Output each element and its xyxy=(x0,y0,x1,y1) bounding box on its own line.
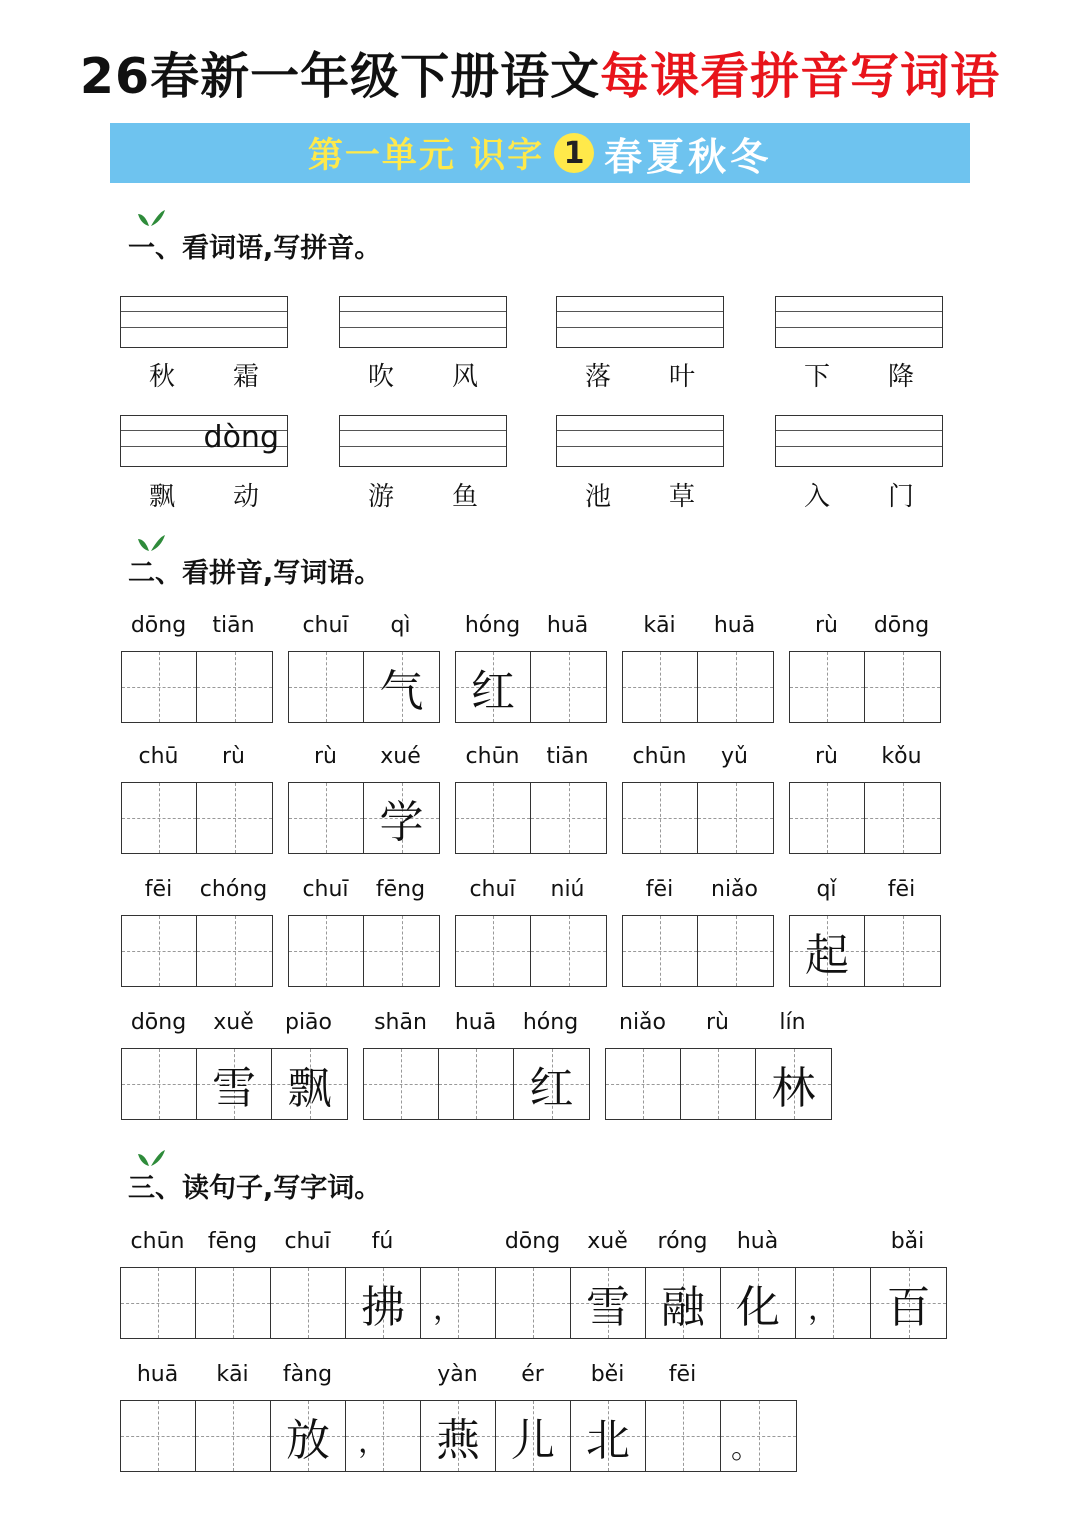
tianzi-cell[interactable] xyxy=(456,916,531,986)
pinyin-row xyxy=(789,744,939,769)
given-char: 红 xyxy=(529,1063,574,1114)
tianzi-cell[interactable] xyxy=(196,1401,271,1471)
pinyin-answer-box[interactable] xyxy=(775,415,943,467)
pinyin-row xyxy=(789,613,939,638)
tianzi-cell[interactable] xyxy=(121,1401,196,1471)
punctuation: ， xyxy=(358,1425,388,1460)
pinyin-syllable: běi xyxy=(590,1362,625,1387)
tianzi-cell[interactable] xyxy=(698,783,773,853)
tianzi-grid xyxy=(622,782,774,854)
pinyin-syllable: huā xyxy=(454,1010,497,1035)
tianzi-cell[interactable] xyxy=(646,1401,721,1471)
page-title xyxy=(0,38,1080,108)
tianzi-cell[interactable] xyxy=(531,783,606,853)
tianzi-cell[interactable] xyxy=(796,1268,871,1338)
tianzi-cell[interactable] xyxy=(289,916,364,986)
pinyin-syllable: chuī xyxy=(302,613,349,638)
word-prompt xyxy=(556,356,724,393)
tianzi-cell[interactable] xyxy=(456,652,531,722)
guide-line xyxy=(776,446,942,447)
tianzi-cell[interactable] xyxy=(421,1268,496,1338)
word-char: 池 xyxy=(584,482,611,512)
tianzi-cell[interactable] xyxy=(721,1401,796,1471)
given-char: 北 xyxy=(586,1415,630,1466)
pinyin-syllable: tiān xyxy=(546,744,589,769)
pinyin-row xyxy=(622,613,772,638)
pinyin-row xyxy=(363,1010,588,1035)
given-char: 红 xyxy=(471,666,515,717)
guide-line xyxy=(557,311,723,312)
tianzi-grid xyxy=(789,915,941,987)
pinyin-syllable: kāi xyxy=(643,613,676,638)
punctuation: ， xyxy=(433,1292,463,1327)
tianzi-cell[interactable] xyxy=(196,1268,271,1338)
word-prompt xyxy=(775,356,943,393)
pinyin-answer-box[interactable] xyxy=(339,296,507,348)
pinyin-answer-box[interactable] xyxy=(339,415,507,467)
word-prompt xyxy=(775,476,943,513)
word-char: 入 xyxy=(803,482,830,512)
tianzi-cell[interactable] xyxy=(122,783,197,853)
pinyin-syllable: huā xyxy=(546,613,589,638)
word-char: 下 xyxy=(803,362,830,392)
tianzi-cell[interactable] xyxy=(571,1268,646,1338)
word-char: 动 xyxy=(232,482,259,512)
tianzi-grid xyxy=(120,1400,797,1472)
tianzi-cell[interactable] xyxy=(364,916,439,986)
tianzi-grid xyxy=(121,782,273,854)
pinyin-syllable: fēi xyxy=(645,877,674,902)
word-char: 霜 xyxy=(232,362,259,392)
pinyin-syllable: yǔ xyxy=(721,744,748,769)
word-char: 落 xyxy=(584,362,611,392)
tianzi-cell[interactable] xyxy=(456,783,531,853)
given-char: 百 xyxy=(886,1282,931,1333)
tianzi-grid xyxy=(622,651,774,723)
tianzi-cell[interactable] xyxy=(623,652,698,722)
guide-line xyxy=(340,327,506,328)
tianzi-cell[interactable] xyxy=(790,916,865,986)
word-prompt xyxy=(120,356,288,393)
pinyin-syllable: huā xyxy=(713,613,756,638)
pinyin-syllable: huā xyxy=(136,1362,179,1387)
word-prompt xyxy=(120,476,288,513)
tianzi-cell[interactable] xyxy=(698,652,773,722)
word-char: 降 xyxy=(887,362,914,392)
pinyin-syllable: rù xyxy=(222,744,245,769)
tianzi-grid xyxy=(605,1048,832,1120)
tianzi-cell[interactable] xyxy=(121,1268,196,1338)
word-char: 秋 xyxy=(148,362,175,392)
given-char: 飘 xyxy=(287,1063,332,1114)
pinyin-syllable: chūn xyxy=(130,1229,185,1254)
tianzi-cell[interactable] xyxy=(122,916,197,986)
tianzi-cell[interactable] xyxy=(514,1049,589,1119)
given-char: 林 xyxy=(771,1063,816,1114)
tianzi-cell[interactable] xyxy=(122,652,197,722)
pinyin-syllable xyxy=(720,1362,795,1387)
pinyin-syllable: fēng xyxy=(375,877,426,902)
unit-label: 第一单元 识字 xyxy=(307,136,545,176)
guide-line xyxy=(776,430,942,431)
lesson-number-badge: 1 xyxy=(554,133,594,173)
pinyin-answer-box[interactable] xyxy=(120,415,288,467)
word-prompt xyxy=(339,476,507,513)
pinyin-syllable: fēng xyxy=(207,1229,258,1254)
tianzi-cell[interactable] xyxy=(871,1268,946,1338)
pinyin-syllable: shān xyxy=(374,1010,427,1035)
tianzi-cell[interactable] xyxy=(271,1268,346,1338)
tianzi-grid xyxy=(120,1267,947,1339)
word-char: 游 xyxy=(367,482,394,512)
pinyin-row xyxy=(622,877,772,902)
word-char: 草 xyxy=(668,482,695,512)
pinyin-syllable: yàn xyxy=(437,1362,478,1387)
tianzi-cell[interactable] xyxy=(272,1049,347,1119)
guide-line xyxy=(121,311,287,312)
given-char: 气 xyxy=(379,666,424,717)
guide-line xyxy=(340,311,506,312)
pinyin-syllable: fú xyxy=(371,1229,394,1254)
tianzi-cell[interactable] xyxy=(439,1049,514,1119)
pinyin-syllable: piāo xyxy=(284,1010,333,1035)
tianzi-cell[interactable] xyxy=(197,652,272,722)
lesson-title: 春夏秋冬 xyxy=(604,134,773,179)
pinyin-syllable: kǒu xyxy=(881,744,922,769)
pinyin-syllable: fēi xyxy=(144,877,173,902)
title-red: 每课看拼音写词语 xyxy=(600,48,1001,105)
pinyin-syllable: chuī xyxy=(302,877,349,902)
pinyin-row xyxy=(455,877,605,902)
given-char: 起 xyxy=(805,930,849,981)
pinyin-syllable: fēi xyxy=(887,877,916,902)
tianzi-grid xyxy=(789,651,941,723)
pinyin-syllable: ér xyxy=(521,1362,544,1387)
word-char: 飘 xyxy=(148,482,175,512)
word-char: 鱼 xyxy=(451,482,478,512)
tianzi-cell[interactable] xyxy=(865,652,940,722)
pinyin-row xyxy=(455,744,605,769)
tianzi-cell[interactable] xyxy=(756,1049,831,1119)
word-char: 叶 xyxy=(668,362,695,392)
pinyin-row xyxy=(121,877,271,902)
punctuation: ， xyxy=(808,1292,838,1327)
tianzi-cell[interactable] xyxy=(790,783,865,853)
pinyin-row xyxy=(288,613,438,638)
pinyin-syllable: dōng xyxy=(504,1229,561,1254)
given-char: 融 xyxy=(661,1282,705,1333)
pinyin-syllable: huà xyxy=(736,1229,779,1254)
pinyin-syllable: niǎo xyxy=(711,877,758,902)
tianzi-cell[interactable] xyxy=(289,652,364,722)
pinyin-syllable: fàng xyxy=(282,1362,333,1387)
pinyin-syllable: bǎi xyxy=(890,1229,925,1254)
tianzi-cell[interactable] xyxy=(606,1049,681,1119)
tianzi-grid xyxy=(288,651,440,723)
pinyin-syllable: kāi xyxy=(216,1362,249,1387)
given-char: 儿 xyxy=(511,1415,555,1466)
pinyin-syllable: chūn xyxy=(465,744,520,769)
pinyin-syllable xyxy=(345,1362,420,1387)
tianzi-grid xyxy=(288,782,440,854)
tianzi-grid xyxy=(789,782,941,854)
given-char: 拂 xyxy=(361,1282,405,1333)
pinyin-syllable xyxy=(795,1229,870,1254)
word-char: 门 xyxy=(887,482,914,512)
given-char: 雪 xyxy=(212,1063,256,1114)
tianzi-grid xyxy=(455,651,607,723)
word-char: 风 xyxy=(451,362,478,392)
tianzi-cell[interactable] xyxy=(271,1401,346,1471)
word-prompt xyxy=(556,476,724,513)
pinyin-syllable: qì xyxy=(390,613,411,638)
given-char: 燕 xyxy=(436,1415,480,1466)
tianzi-cell[interactable] xyxy=(571,1401,646,1471)
tianzi-cell[interactable] xyxy=(346,1268,421,1338)
pinyin-syllable: rù xyxy=(815,613,838,638)
guide-line xyxy=(557,446,723,447)
pinyin-syllable: xuě xyxy=(587,1229,628,1254)
tianzi-cell[interactable] xyxy=(197,916,272,986)
pinyin-syllable: rù xyxy=(815,744,838,769)
pinyin-syllable: dōng xyxy=(130,613,187,638)
pinyin-syllable: niǎo xyxy=(619,1010,666,1035)
pinyin-row xyxy=(120,1362,795,1387)
title-black: 26春新一年级下册语文 xyxy=(79,48,601,105)
pinyin-row xyxy=(789,877,939,902)
tianzi-grid xyxy=(455,915,607,987)
guide-line xyxy=(557,327,723,328)
guide-line xyxy=(776,327,942,328)
tianzi-cell[interactable] xyxy=(496,1401,571,1471)
given-char: 化 xyxy=(736,1282,780,1333)
tianzi-grid xyxy=(121,651,273,723)
pinyin-answer-box[interactable] xyxy=(556,415,724,467)
tianzi-cell[interactable] xyxy=(623,783,698,853)
tianzi-cell[interactable] xyxy=(364,783,439,853)
tianzi-cell[interactable] xyxy=(865,783,940,853)
pinyin-syllable: rù xyxy=(706,1010,729,1035)
pinyin-syllable: dōng xyxy=(130,1010,187,1035)
tianzi-cell[interactable] xyxy=(421,1401,496,1471)
given-char: 雪 xyxy=(586,1282,630,1333)
pinyin-syllable: chuī xyxy=(469,877,516,902)
pinyin-row xyxy=(455,613,605,638)
pinyin-syllable: rù xyxy=(314,744,337,769)
guide-line xyxy=(340,430,506,431)
tianzi-cell[interactable] xyxy=(698,916,773,986)
tianzi-grid xyxy=(288,915,440,987)
tianzi-cell[interactable] xyxy=(646,1268,721,1338)
pinyin-syllable: róng xyxy=(657,1229,708,1254)
given-char: 放 xyxy=(286,1415,330,1466)
pinyin-syllable xyxy=(420,1229,495,1254)
guide-line xyxy=(557,430,723,431)
pinyin-row xyxy=(622,744,772,769)
pinyin-answer-box[interactable] xyxy=(775,296,943,348)
unit-banner xyxy=(110,123,970,183)
tianzi-cell[interactable] xyxy=(496,1268,571,1338)
word-char: 吹 xyxy=(367,362,394,392)
pinyin-row xyxy=(288,744,438,769)
pinyin-answer: dòng xyxy=(203,420,279,455)
pinyin-syllable: qǐ xyxy=(816,877,837,902)
pinyin-answer-box[interactable] xyxy=(120,296,288,348)
pinyin-syllable: dōng xyxy=(873,613,930,638)
pinyin-syllable: chūn xyxy=(632,744,687,769)
tianzi-cell[interactable] xyxy=(865,916,940,986)
tianzi-cell[interactable] xyxy=(364,652,439,722)
tianzi-grid xyxy=(363,1048,590,1120)
pinyin-row xyxy=(288,877,438,902)
section-1-heading: 一、看词语,写拼音。 xyxy=(128,233,382,264)
pinyin-syllable: chóng xyxy=(199,877,268,902)
tianzi-cell[interactable] xyxy=(721,1268,796,1338)
pinyin-row xyxy=(605,1010,830,1035)
pinyin-answer-box[interactable] xyxy=(556,296,724,348)
word-prompt xyxy=(339,356,507,393)
tianzi-cell[interactable] xyxy=(197,1049,272,1119)
tianzi-grid xyxy=(121,915,273,987)
section-2-heading: 二、看拼音,写词语。 xyxy=(128,558,382,589)
pinyin-row xyxy=(121,744,271,769)
tianzi-cell[interactable] xyxy=(790,652,865,722)
tianzi-cell[interactable] xyxy=(531,652,606,722)
tianzi-cell[interactable] xyxy=(531,916,606,986)
tianzi-cell[interactable] xyxy=(197,783,272,853)
pinyin-syllable: hóng xyxy=(522,1010,579,1035)
pinyin-row xyxy=(120,1229,945,1254)
pinyin-syllable: tiān xyxy=(212,613,255,638)
tianzi-cell[interactable] xyxy=(122,1049,197,1119)
tianzi-grid xyxy=(622,915,774,987)
pinyin-syllable: lín xyxy=(779,1010,806,1035)
pinyin-syllable: xuě xyxy=(213,1010,254,1035)
pinyin-syllable: niú xyxy=(550,877,585,902)
punctuation: 。 xyxy=(731,1431,761,1466)
pinyin-syllable: fēi xyxy=(668,1362,697,1387)
tianzi-cell[interactable] xyxy=(289,783,364,853)
guide-line xyxy=(121,327,287,328)
pinyin-syllable: chū xyxy=(138,744,179,769)
pinyin-row xyxy=(121,613,271,638)
tianzi-grid xyxy=(121,1048,348,1120)
pinyin-syllable: chuī xyxy=(284,1229,331,1254)
guide-line xyxy=(776,311,942,312)
tianzi-cell[interactable] xyxy=(623,916,698,986)
tianzi-cell[interactable] xyxy=(681,1049,756,1119)
guide-line xyxy=(340,446,506,447)
section-3-heading: 三、读句子,写字词。 xyxy=(128,1173,382,1204)
pinyin-row xyxy=(121,1010,346,1035)
tianzi-cell[interactable] xyxy=(364,1049,439,1119)
pinyin-syllable: hóng xyxy=(464,613,521,638)
tianzi-grid xyxy=(455,782,607,854)
pinyin-syllable: xué xyxy=(380,744,421,769)
given-char: 学 xyxy=(379,797,424,848)
tianzi-cell[interactable] xyxy=(346,1401,421,1471)
